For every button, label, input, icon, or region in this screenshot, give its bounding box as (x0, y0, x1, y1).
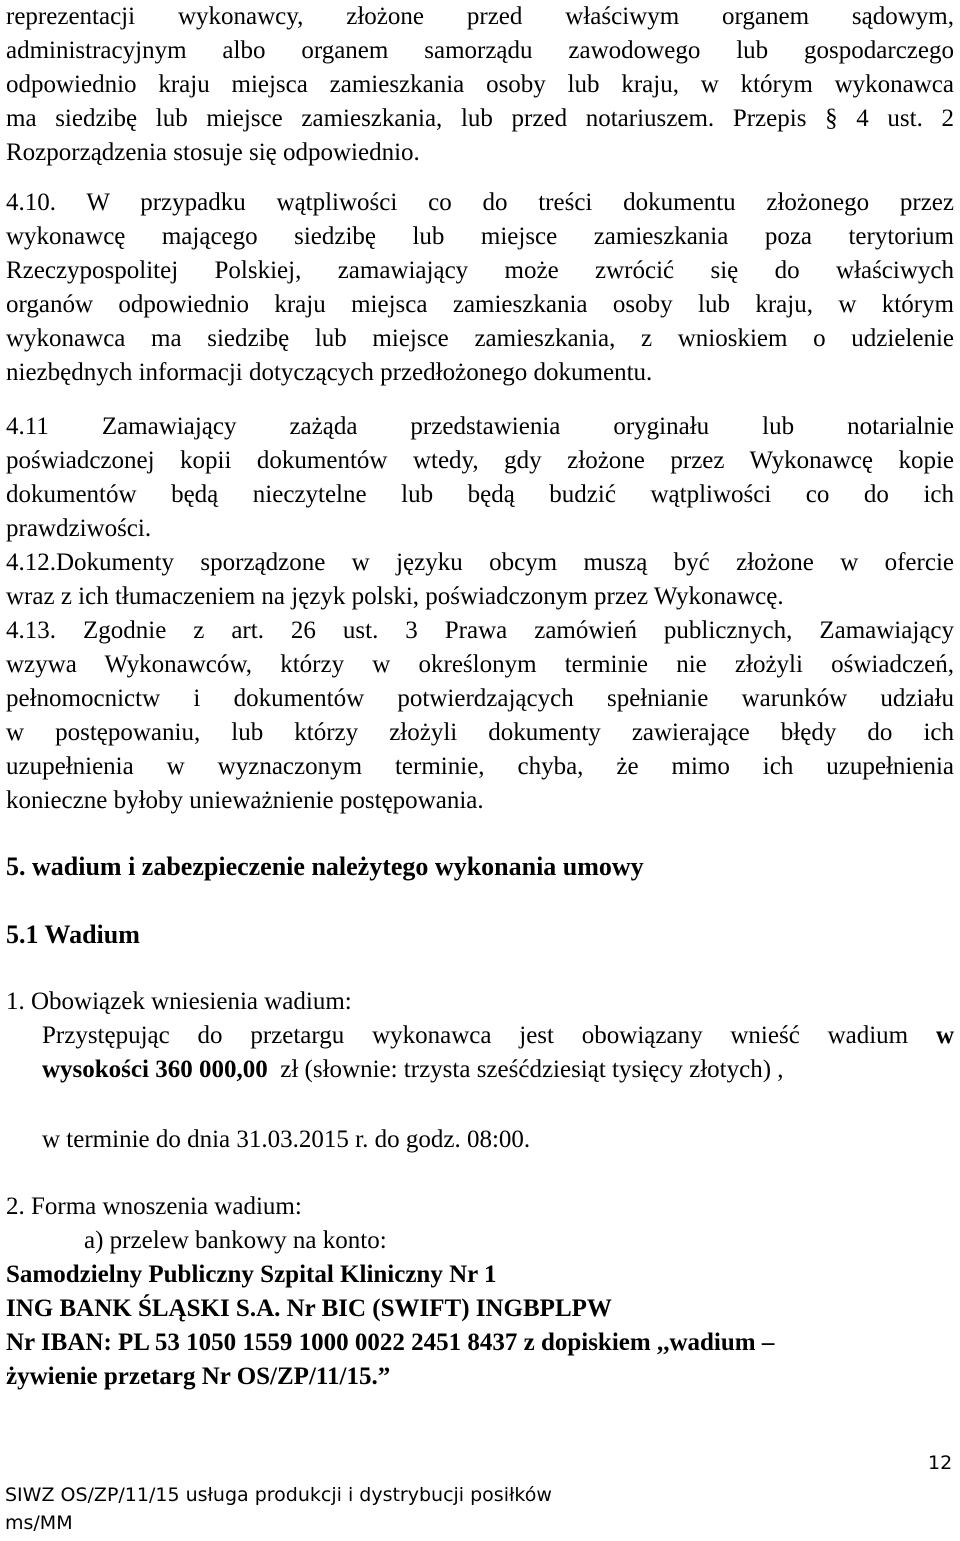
paragraph-line: wzywa Wykonawców, którzy w określonym terminie nie złożyli oświadczeń, (6, 651, 954, 678)
deposit-amount: wysokości 360 000,00 (42, 1056, 268, 1083)
paragraph-line: Rozporządzenia stosuje się odpowiednio. (6, 139, 420, 166)
bank-name: ING BANK ŚLĄSKI S.A. Nr BIC (SWIFT) INGBPLPW (6, 1295, 612, 1322)
paragraph-line: wykonawca ma siedzibę lub miejsce zamieszkania, z wnioskiem o udzielenie (6, 325, 954, 352)
paragraph-line: prawdziwości. (6, 515, 152, 542)
footer-title: SIWZ OS/ZP/11/15 usługa produkcji i dystrybucji posiłków (5, 1484, 552, 1506)
paragraph-line: Rzeczypospolitej Polskiej, zamawiający może zwrócić się do właściwych (6, 257, 954, 284)
paragraph-line: niezbędnych informacji dotyczących przedłożonego dokumentu. (6, 359, 653, 386)
page-number: 12 (928, 1452, 953, 1474)
list-sub-item: a) przelew bankowy na konto: (84, 1227, 387, 1254)
paragraph-line: poświadczonej kopii dokumentów wtedy, gdy złożone przez Wykonawcę kopie (6, 447, 954, 474)
bank-iban: Nr IBAN: PL 53 1050 1559 1000 0022 2451 8437 z dopiskiem ,,wadium – (6, 1329, 775, 1356)
section-heading: 5. wadium i zabezpieczenie należytego wykonania umowy (6, 852, 644, 881)
deposit-deadline: w terminie do dnia 31.03.2015 r. do godz. 08:00. (42, 1126, 531, 1153)
list-item-title: 2. Forma wnoszenia wadium: (6, 1193, 302, 1220)
deposit-amount-words: zł (słownie: trzysta sześćdziesiąt tysięcy złotych) , (280, 1056, 784, 1083)
paragraph-line: pełnomocnictw i dokumentów potwierdzających spełnianie warunków udziału (6, 685, 954, 712)
paragraph-line: 4.13. Zgodnie z art. 26 ust. 3 Prawa zamówień publicznych, Zamawiający (6, 617, 954, 644)
bank-transfer-note: żywienie przetarg Nr OS/ZP/11/15.” (6, 1363, 391, 1390)
paragraph-line: 4.11 Zamawiający zażąda przedstawienia oryginału lub notarialnie (6, 413, 954, 440)
paragraph-line: reprezentacji wykonawcy, złożone przed właściwym organem sądowym, (6, 3, 954, 30)
paragraph-line: organów odpowiednio kraju miejsca zamieszkania osoby lub kraju, w którym (6, 291, 954, 318)
paragraph-line: 4.12.Dokumenty sporządzone w języku obcym muszą być złożone w ofercie (6, 549, 954, 576)
list-item-line (42, 1019, 954, 1053)
list-item-title: 1. Obowiązek wniesienia wadium: (6, 988, 352, 1015)
deposit-text: Przystępując do przetargu wykonawca jest obowiązany wnieść wadium (42, 1022, 909, 1049)
paragraph-line: administracyjnym albo organem samorządu zawodowego lub gospodarczego (6, 37, 954, 64)
paragraph-line: odpowiednio kraju miejsca zamieszkania osoby lub kraju, w którym wykonawca (6, 71, 954, 98)
paragraph-line: dokumentów będą nieczytelne lub będą budzić wątpliwości co do ich (6, 481, 954, 508)
subsection-heading: 5.1 Wadium (6, 920, 140, 949)
bank-recipient: Samodzielny Publiczny Szpital Kliniczny Nr 1 (6, 1261, 497, 1288)
paragraph-line: 4.10. W przypadku wątpliwości co do treści dokumentu złożonego przez (6, 189, 954, 216)
paragraph-line: wraz z ich tłumaczeniem na język polski, poświadczonym przez Wykonawcę. (6, 583, 784, 610)
list-item-line (42, 1053, 954, 1087)
paragraph-line: ma siedzibę lub miejsce zamieszkania, lub przed notariuszem. Przepis § 4 ust. 2 (6, 105, 954, 132)
paragraph-line: w postępowaniu, lub którzy złożyli dokumenty zawierające błędy do ich (6, 719, 954, 746)
footer-initials: ms/MM (5, 1512, 73, 1534)
paragraph-line: uzupełnienia w wyznaczonym terminie, chyba, że mimo ich uzupełnienia (6, 753, 954, 780)
paragraph-line: konieczne byłoby unieważnienie postępowania. (6, 787, 484, 814)
paragraph-line: wykonawcę mającego siedzibę lub miejsce zamieszkania poza terytorium (6, 223, 954, 250)
deposit-bold-word: w (935, 1022, 954, 1049)
